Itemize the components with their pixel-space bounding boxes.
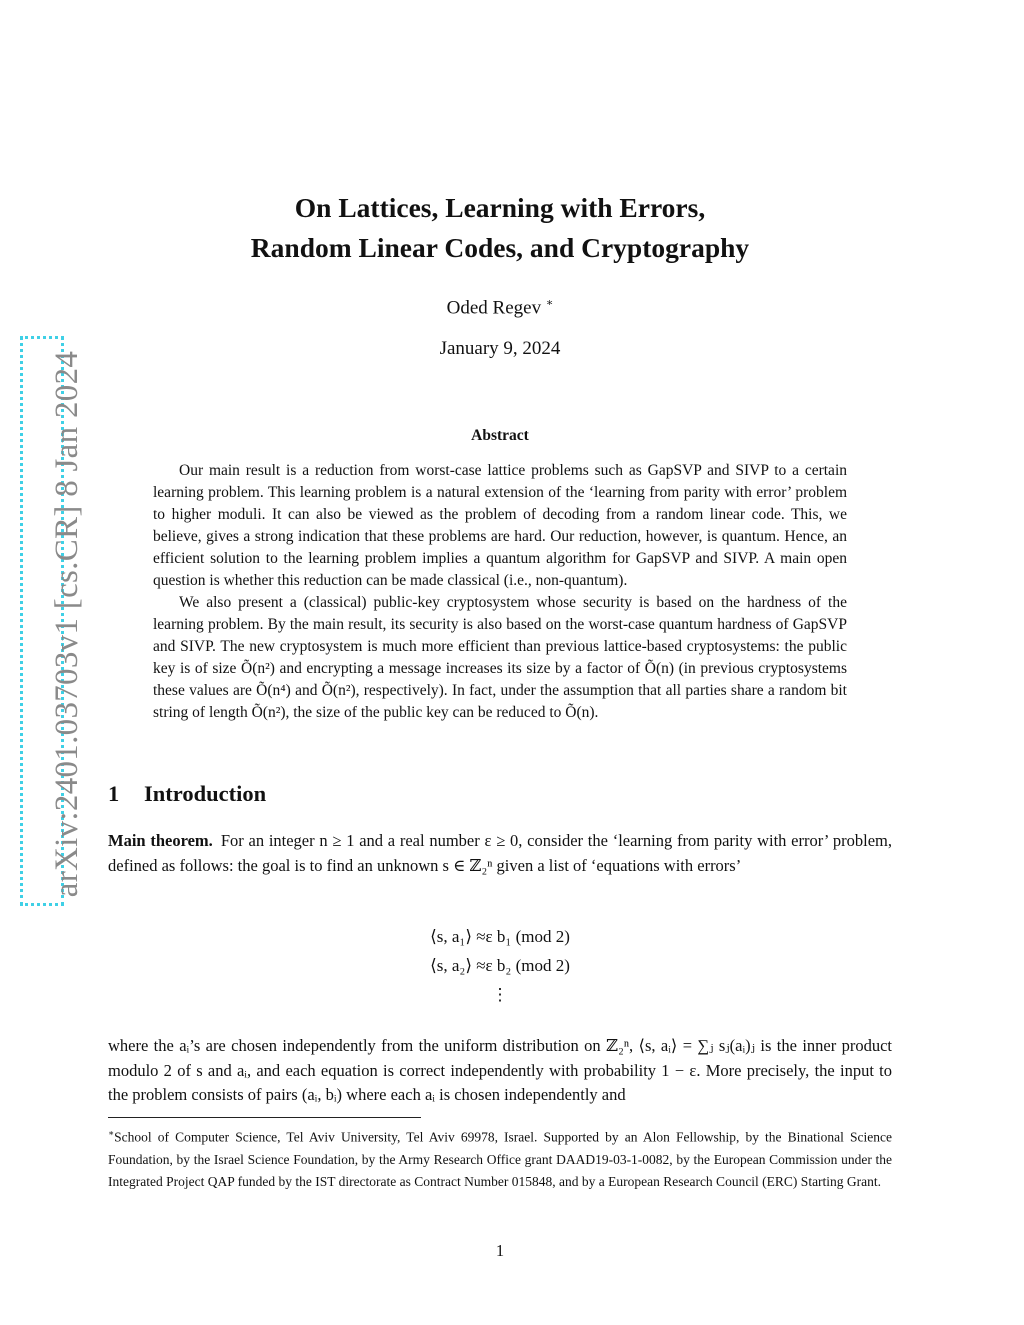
- after-equation-paragraph: [108, 1034, 892, 1108]
- main-theorem-runin: Main theorem.: [108, 831, 213, 850]
- equation-1: ⟨s, a₁⟩ ≈ε b₁ (mod 2): [430, 927, 570, 946]
- author: [0, 290, 1000, 321]
- abstract-paragraph-2: We also present a (classical) public-key cryptosystem whose security is based on the hardness of the learning problem. By the main result, its security is also based on the worst-case quantum hardness of GapSVP and SIVP. The new cryptosystem is much more efficient than previous lattice-based cryptosystems: the public key is of size Õ(n²) and encrypting a message increases its size by a factor of Õ(n) (in previous cryptosystems these values are Õ(n⁴) and Õ(n²), respectively). In fact, under the assumption that all parties share a random bit string of length Õ(n²), the size of the public key can be reduced to Õ(n).: [153, 594, 847, 721]
- section-title: Introduction: [144, 781, 267, 806]
- main-theorem-text: For an integer n ≥ 1 and a real number ε ≥ 0, consider the ‘learning from parity with error’ problem, defined as follows: the goal is to find an unknown s ∈ ℤ₂ⁿ given a list of ‘equations with errors’: [108, 831, 892, 875]
- section-heading: [108, 781, 266, 807]
- main-theorem-paragraph: [108, 829, 892, 878]
- paper-title: [0, 188, 1000, 268]
- abstract-body: [153, 460, 847, 724]
- page-number: 1: [495, 1241, 505, 1260]
- after-equation-text: where the aᵢ’s are chosen independently from the uniform distribution on ℤ₂ⁿ, ⟨s, aᵢ⟩ = ∑ⱼ sⱼ(aᵢ)ⱼ is the inner product modulo 2 of s and aᵢ, and each equation is correct independently with probability 1 − ε. More precisely, the input to the problem consists of pairs (aᵢ, bᵢ) where each aᵢ is chosen independently and: [108, 1036, 892, 1104]
- footnote-rule: [108, 1117, 421, 1118]
- footnote-text: School of Computer Science, Tel Aviv University, Tel Aviv 69978, Israel. Supported by an Alon Fellowship, by the Binational Science Foundation, by the Israel Science Foundation, by the Army Research Office grant DAAD19-03-1-0082, by the European Commission under the Integrated Project QAP funded by the IST directorate as Contract Number 015848, and by a European Research Council (ERC) Starting Grant.: [108, 1129, 892, 1189]
- author-footnote-mark: ∗: [545, 297, 554, 309]
- footnote-mark: ∗: [108, 1128, 115, 1138]
- arxiv-identifier: arXiv:2401.03703v1 [cs.CR] 8 Jan 2024: [49, 350, 85, 898]
- footnote: [108, 1122, 892, 1193]
- abstract-heading: Abstract: [471, 427, 529, 444]
- equation-2: ⟨s, a₂⟩ ≈ε b₂ (mod 2): [430, 956, 570, 975]
- equation-vdots: ⋮: [491, 985, 509, 1004]
- author-name: Oded Regev: [446, 297, 542, 319]
- title-line-2: Random Linear Codes, and Cryptography: [250, 232, 750, 263]
- arxiv-stamp: [20, 336, 85, 906]
- title-line-1: On Lattices, Learning with Errors,: [294, 192, 706, 223]
- section-number: 1: [108, 781, 120, 806]
- equation-block: [0, 922, 1000, 1009]
- paper-date: January 9, 2024: [439, 338, 561, 359]
- abstract-paragraph-1: Our main result is a reduction from worst-case lattice problems such as GapSVP and SIVP to a certain learning problem. This learning problem is a natural extension of the ‘learning from parity with error’ problem to higher moduli. It can also be viewed as the problem of decoding from a random linear code. This, we believe, gives a strong indication that these problems are hard. Our reduction, however, is quantum. Hence, an efficient solution to the learning problem implies a quantum algorithm for GapSVP and SIVP. A main open question is whether this reduction can be made classical (i.e., non-quantum).: [153, 462, 847, 589]
